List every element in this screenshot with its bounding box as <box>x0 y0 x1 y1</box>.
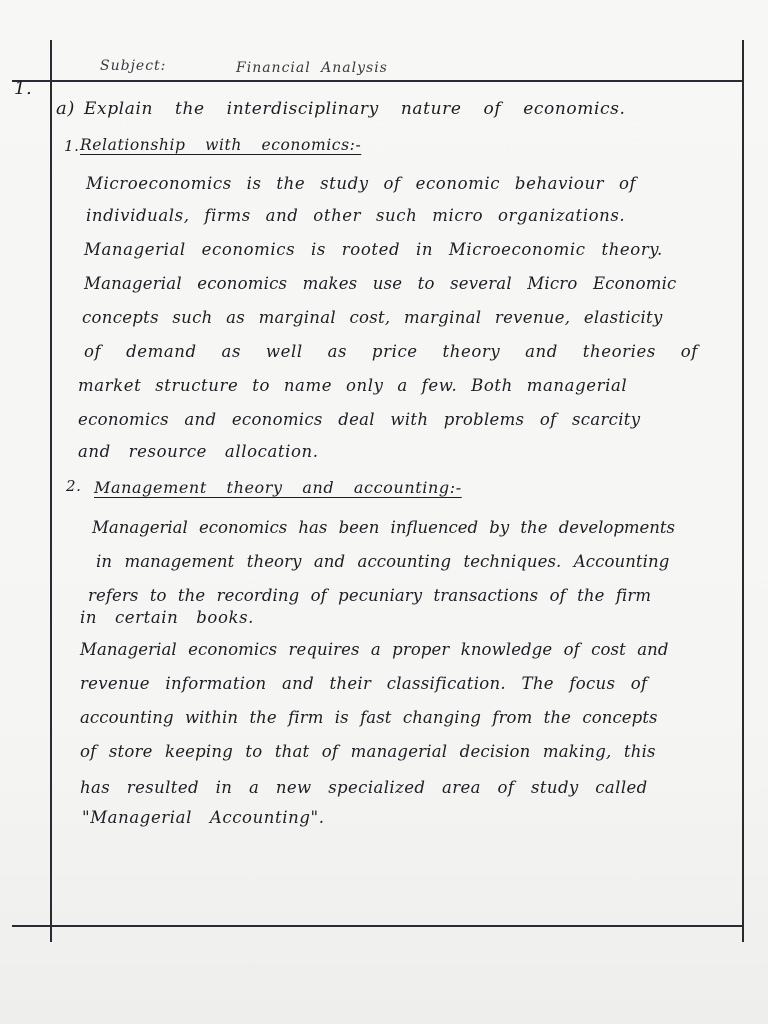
section-2-heading: Management theory and accounting:- <box>94 478 462 497</box>
section-1-line-7: market structure to name only a few. Both managerial <box>78 376 628 395</box>
section-1-heading: Relationship with economics:- <box>80 136 362 154</box>
section-2-line-3: refers to the recording of pecuniary transactions of the firm <box>88 586 652 605</box>
question-prefix: a) <box>56 98 75 119</box>
question-number: 1. <box>14 78 33 99</box>
section-2-number: 2. <box>66 477 82 495</box>
section-1-line-4: Managerial economics makes use to several Micro Economic <box>84 274 677 293</box>
section-2-line-1: Managerial economics has been influenced by the developments <box>92 518 676 537</box>
section-2-line-2: in management theory and accounting techniques. Accounting <box>96 552 670 571</box>
section-1-line-3: Managerial economics is rooted in Microeconomic theory. <box>84 240 663 259</box>
section-1-number: 1. <box>64 137 80 155</box>
section-1-line-8: economics and economics deal with problems of scarcity <box>78 410 641 429</box>
question-text: Explain the interdisciplinary nature of economics. <box>84 99 626 119</box>
section-2-line-4: in certain books. <box>80 608 254 627</box>
top-rule-line <box>12 80 744 82</box>
section-2-line-8: of store keeping to that of managerial decision making, this <box>80 742 656 761</box>
right-margin-line <box>742 40 744 942</box>
section-1-line-2: individuals, firms and other such micro organizations. <box>86 206 626 225</box>
left-margin-line <box>50 40 52 942</box>
section-1-line-6: of demand as well as price theory and theories of <box>84 342 699 361</box>
section-2-line-10: "Managerial Accounting". <box>82 808 325 827</box>
section-1-line-9: and resource allocation. <box>78 442 319 461</box>
section-2-line-9: has resulted in a new specialized area of study called <box>80 778 648 797</box>
bottom-rule-line <box>12 925 744 927</box>
section-2-line-7: accounting within the firm is fast changing from the concepts <box>80 708 658 727</box>
section-2-line-5: Managerial economics requires a proper knowledge of cost and <box>80 640 669 659</box>
section-2-line-6: revenue information and their classification. The focus of <box>80 674 648 693</box>
subject-value: Financial Analysis <box>236 60 388 76</box>
section-1-line-5: concepts such as marginal cost, marginal revenue, elasticity <box>82 308 663 327</box>
section-1-line-1: Microeconomics is the study of economic behaviour of <box>86 174 637 193</box>
subject-label: Subject: <box>100 58 167 74</box>
